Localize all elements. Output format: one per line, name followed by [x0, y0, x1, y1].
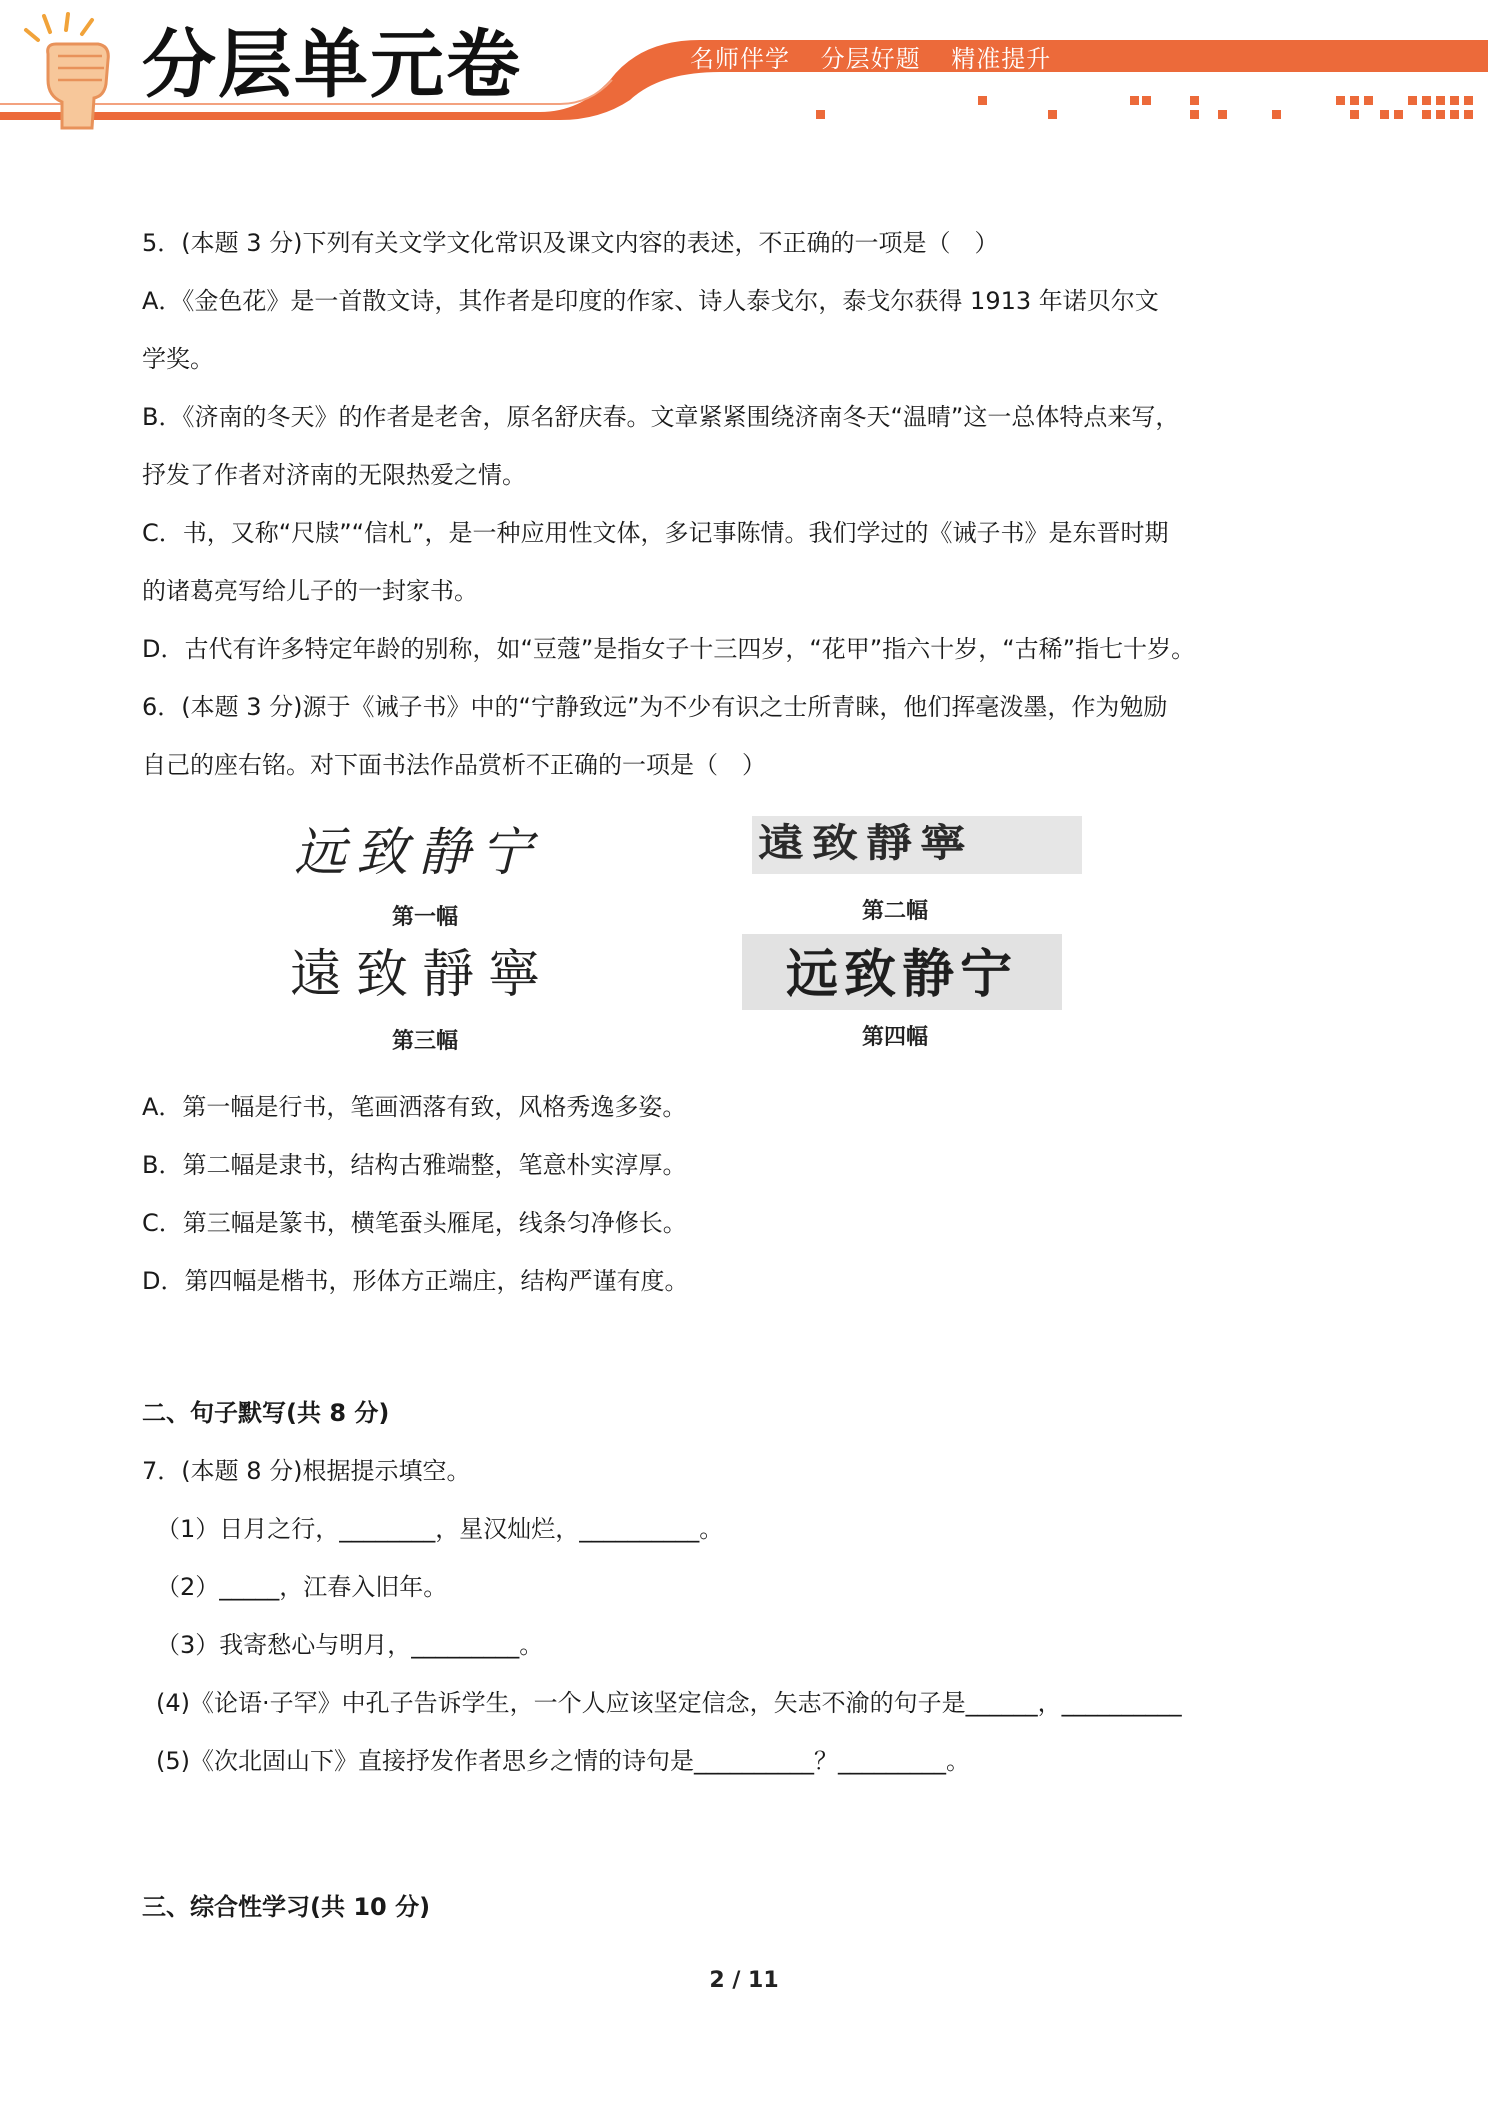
- question-5: [142, 214, 1252, 678]
- question-stem-cont: 自己的座右铭。对下面书法作品赏析不正确的一项是（ ）: [142, 751, 766, 779]
- fill-item-4: (4)《论语·子罕》中孔子告诉学生，一个人应该坚定信念，矢志不渝的句子是______，__________: [156, 1689, 1182, 1717]
- option-b: B．《济南的冬天》的作者是老舍，原名舒庆春。文章紧紧围绕济南冬天“温晴”这一总体特点来写，: [142, 403, 1180, 431]
- calligraphy-caption-2: 第二幅: [862, 898, 929, 924]
- page-content: [142, 214, 1252, 1936]
- question-stem: 5．(本题 3 分)下列有关文学文化常识及课文内容的表述，不正确的一项是（ ）: [142, 229, 999, 257]
- option-b-cont: 抒发了作者对济南的无限热爱之情。: [142, 461, 526, 489]
- option-c: C．第三幅是篆书，横笔蚕头雁尾，线条匀净修长。: [142, 1209, 687, 1237]
- fill-item-1: （1）日月之行，________，星汉灿烂，__________。: [156, 1515, 724, 1543]
- section-2: [142, 1384, 1252, 1790]
- question-7-stem: 7．(本题 8 分)根据提示填空。: [142, 1457, 471, 1485]
- page-number: 2 / 11: [709, 1968, 779, 1993]
- calligraphy-figure: [142, 804, 1252, 1072]
- section-title: 三、综合性学习(共 10 分): [142, 1893, 431, 1921]
- calligraphy-panel-4: 远致静宁: [786, 944, 1019, 1005]
- fill-item-5: (5)《次北固山下》直接抒发作者思乡之情的诗句是__________？_________。: [156, 1747, 970, 1775]
- option-c: C．书，又称“尺牍”“信札”，是一种应用性文体，多记事陈情。我们学过的《诫子书》是东晋时期: [142, 519, 1169, 547]
- calligraphy-caption-4: 第四幅: [862, 1024, 929, 1050]
- slogan-item: 精准提升: [951, 45, 1052, 73]
- calligraphy-panel-3: 遠致靜寧: [290, 945, 555, 1005]
- brand-title: 分层单元卷: [142, 22, 522, 108]
- section-title: 二、句子默写(共 8 分): [142, 1399, 390, 1427]
- fill-item-3: （3）我寄愁心与明月，_________。: [156, 1631, 544, 1659]
- spacer: [142, 1790, 1252, 1878]
- option-d: D．第四幅是楷书，形体方正端庄，结构严谨有度。: [142, 1267, 689, 1295]
- fill-item-2: （2）_____，江春入旧年。: [156, 1573, 448, 1601]
- option-a-cont: 学奖。: [142, 345, 214, 373]
- calligraphy-caption-3: 第三幅: [392, 1028, 459, 1054]
- option-b: B．第二幅是隶书，结构古雅端整，笔意朴实淳厚。: [142, 1151, 687, 1179]
- slogan-item: 分层好题: [820, 45, 921, 73]
- option-a: A．《金色花》是一首散文诗，其作者是印度的作家、诗人泰戈尔，泰戈尔获得 1913 年诺贝尔文: [142, 287, 1159, 315]
- calligraphy-panel-1: 远致静宁: [294, 823, 543, 883]
- question-6: [142, 678, 1252, 1310]
- header-slogan: [690, 42, 1150, 76]
- option-a: A．第一幅是行书，笔画洒落有致，风格秀逸多姿。: [142, 1093, 687, 1121]
- fist-icon: [18, 10, 128, 130]
- page-header: [0, 0, 1488, 125]
- calligraphy-panel-2: 遠致靜寧: [758, 820, 974, 867]
- option-d: D．古代有许多特定年龄的别称，如“豆蔻”是指女子十三四岁，“花甲”指六十岁，“古稀”指七十岁。: [142, 635, 1196, 663]
- question-stem: 6．(本题 3 分)源于《诫子书》中的“宁静致远”为不少有识之士所青睐，他们挥毫泼墨，作为勉励: [142, 693, 1168, 721]
- calligraphy-caption-1: 第一幅: [392, 904, 459, 930]
- calligraphy-image: [142, 804, 1252, 1072]
- option-c-cont: 的诸葛亮写给儿子的一封家书。: [142, 577, 478, 605]
- slogan-item: 名师伴学: [690, 45, 790, 73]
- spacer: [142, 1310, 1252, 1384]
